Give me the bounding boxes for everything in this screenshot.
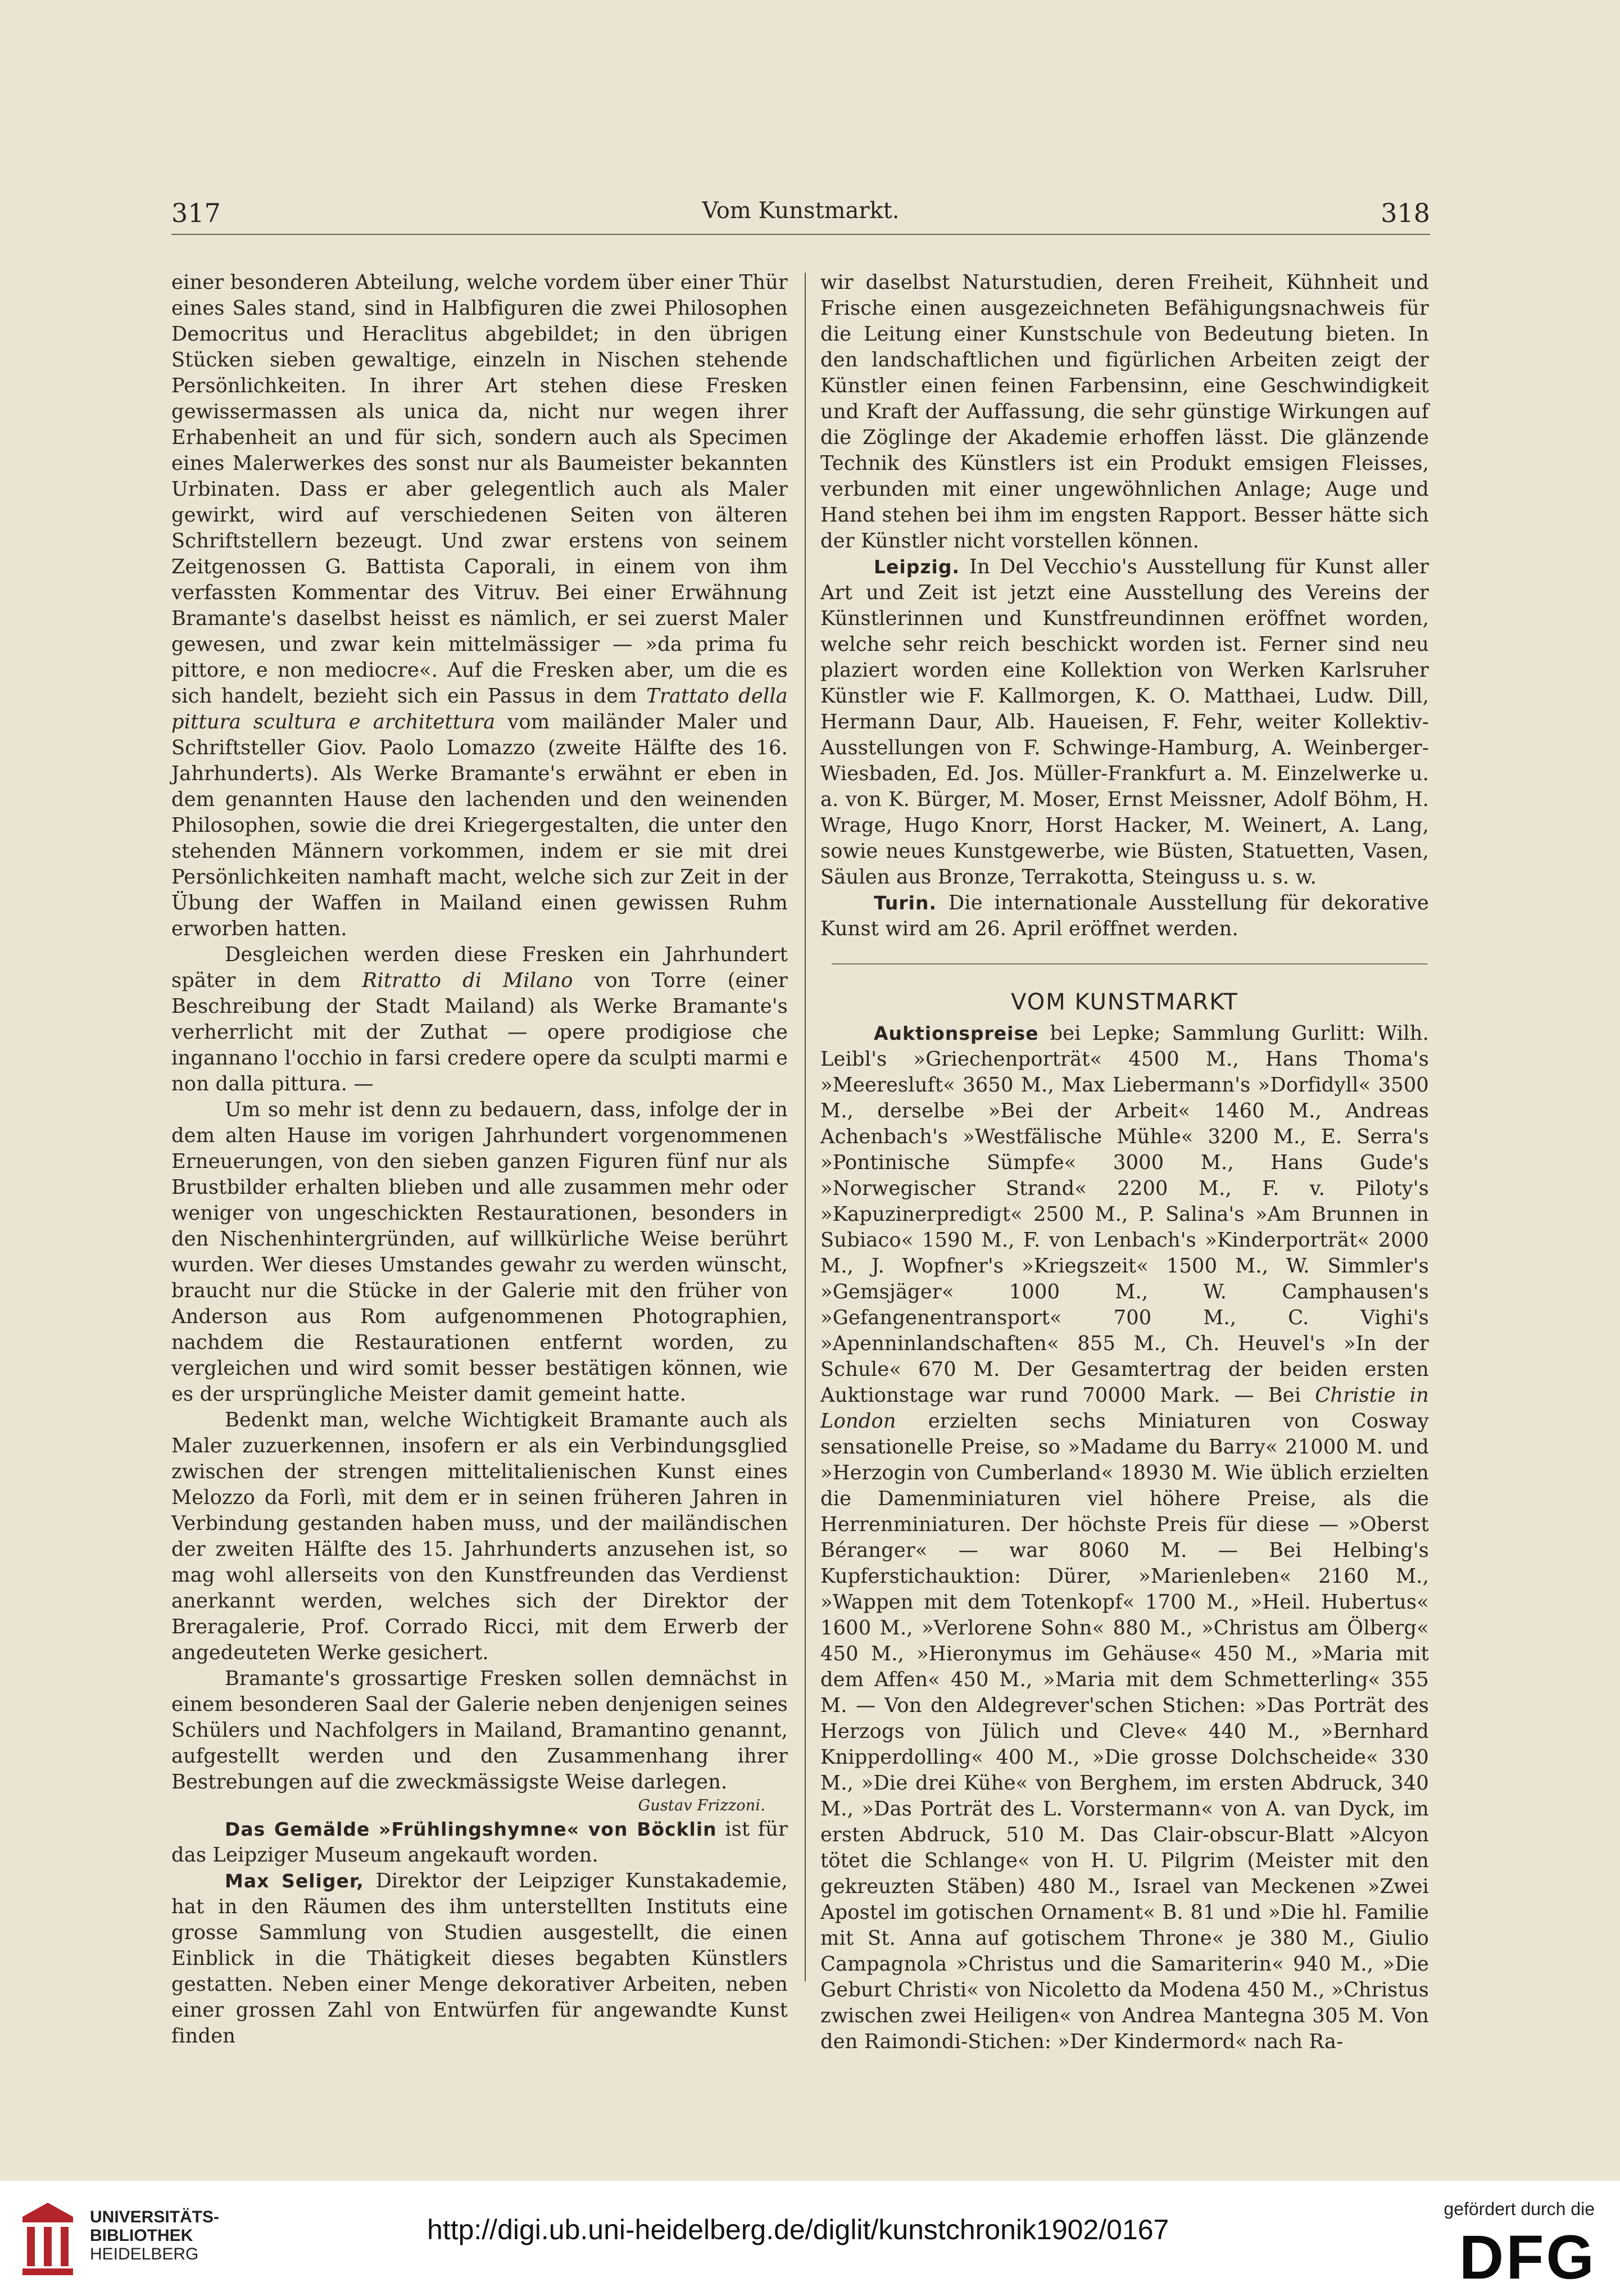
paragraph [171,942,788,1097]
section-rule [832,963,1427,964]
paragraph: Bramante's grossartige Fresken sollen demnächst in einem besonderen Saal der Galerie neben denjenigen seines Schülers und Nachfolgers in Mailand, Bramantino genannt, aufgestellt werden und den Zusammenhang ihrer Bestrebungen auf die zweckmässigste Weise darlegen. [171,1667,788,1794]
paragraph: Bedenkt man, welche Wichtigkeit Bramante auch als Maler zuzuerkennen, insofern er als ein Verbindungsglied zwischen der strengen mittelitalienischen Kunst eines Melozzo da Forlì, mit dem er in seinen früheren Jahren in Verbindung gestanden haben muss, und der mailändischen der zweiten Hälfte des 15. Jahrhunderts anzusehen ist, so mag wohl allerseits von den Kunstfreunden das Verdienst anerkannt werden, welches sich der Direktor der Breragalerie, Prof. Corrado Ricci, mit dem Erwerb der angedeuteten Werke gesichert. [171,1409,788,1664]
page-number-left: 317 [171,198,221,228]
news-item [171,1868,788,2049]
section-title: VOM KUNSTMARKT [1011,989,1238,1015]
paragraph-text: von Torre (einer Beschreibung der Stadt Mailand) als Werke Bramante's verherrlicht mit der Zuthat — opere prodigiose che ingannano l'occhio in farsi credere opere da sculpti marmi e non dalla pittura. — [171,969,788,1095]
paragraph-text: Direktor der Leipziger Kunstakademie, hat in den Räumen des ihm unterstellten Instituts eine grosse Sammlung von Studien ausgestellt, die einen Einblick in die Thätigkeit dieses begabten Künstlers gestatten. Neben einer Menge dekorativer Arbeiten, neben einer grossen Zahl von Entwürfen für angewandte Kunst finden [171,1869,788,2048]
paragraph [171,270,788,942]
news-lead: Leipzig. [874,556,960,578]
italic-title: Trattato della pittura scultura e architettura [171,685,788,733]
news-item [820,554,1429,890]
page-header [171,198,1430,237]
news-lead: Auktionspreise [874,1022,1039,1044]
paragraph-text: erzielten sechs Miniaturen von Cosway sensationelle Preise, so »Madame du Barry« 21000 M. und »Herzogin von Cumberland« 18930 M. Wie üblich erzielten die Damenminiaturen viel höhere Preise, als die Herrenminiaturen. Der höchste Preis für diese — »Oberst Béranger« — war 8060 M. — Bei Helbing's Kupferstichauktion: Dürer, »Marienleben« 2160 M., »Wappen mit dem Totenkopf« 1700 M., »Heil. Hubertus« 1600 M., »Verlorene Sohn« 880 M., »Christus am Ölberg« 450 M., »Hieronymus im Gehäuse« 450 M., »Maria mit dem Affen« 450 M., »Maria mit dem Schmetterling« 355 M. — Von den Aldegrever'schen Stichen: »Das Porträt des Herzogs von Jülich und Cleve« 440 M., »Bernhard Knipperdolling« 400 M., »Die grosse Dolchscheide« 330 M., »Die drei Kühe« von Berghem, im ersten Abdruck, 340 M., »Das Porträt des L. Vorstermann« von A. van Dyck, im ersten Abdruck, 510 M. Das Clair-obscur-Blatt »Alcyon tötet die Schlange« von H. U. Pilgrim (Meister mit den gekreuzten Stäben) 480 M., Israel van Meckenen »Zwei Apostel im gotischen Ornament« B. 81 und »Die hl. Familie mit St. Anna auf gotischem Throne« je 380 M., Giulio Campagnola »Christus und die Samariterin« 940 M., »Die Geburt Christi« von Nicoletto da Modena 450 M., »Christus zwischen zwei Heiligen« von Andrea Mantegna 305 M. Von den Raimondi-Stichen: »Der Kindermord« nach Ra- [820,1410,1429,2053]
author-signature: Gustav Frizzoni. [638,1797,765,1814]
news-lead: Das Gemälde »Frühlingshymne« von Böcklin [225,1818,717,1840]
news-lead: Max Seliger, [225,1870,364,1892]
news-lead: Turin. [874,892,937,914]
italic-title: Ritratto di Milano [362,969,573,992]
news-item [820,1021,1429,2055]
paragraph: wir daselbst Naturstudien, deren Freiheit, Kühnheit und Frische einen ausgezeichneten Befähigungsnachweis für die Leitung einer Kunstschule von Bedeutung bieten. In den landschaftlichen und figürlichen Arbeiten zeigt der Künstler einen feinen Farbensinn, eine Geschwindigkeit und Kraft der Auffassung, die sehr günstige Wirkungen auf die Zöglinge der Akademie erhoffen lässt. Die glänzende Technik des Künstlers ist ein Produkt emsigen Fleisses, verbunden mit einer ungewöhnlichen Anlage; Auge und Hand stehen bei ihm im engsten Rapport. Besser hätte sich der Künstler nicht vorstellen können. [820,271,1429,553]
library-name-line: BIBLIOTHEK [90,2226,193,2245]
right-column [820,270,1429,2055]
funding-caption: gefördert durch die [1444,2199,1595,2219]
source-url-link[interactable]: http://digi.ub.uni-heidelberg.de/diglit/kunstchronik1902/0167 [427,2214,1169,2245]
paragraph-text: Desgleichen werden diese Fresken ein Jahrhundert später in dem [171,943,788,992]
paragraph: Um so mehr ist denn zu bedauern, dass, infolge der in dem alten Hause im vorigen Jahrhundert vorgenommenen Erneuerungen, von den sieben ganzen Figuren fünf nur als Brustbilder erhalten blieben und alle zusammen mehr oder weniger von ungeschickten Restaurationen, besonders in den Nischenhintergründen, auf willkürliche Weise berührt wurden. Wer dieses Umstandes gewahr zu werden wünscht, braucht nur die Stücke in der Galerie mit den früher von Anderson aus Rom aufgenommenen Photographien, nachdem die Restaurationen entfernt worden, zu vergleichen und wird somit besser bestätigen können, wie es der ursprüngliche Meister damit gemeint hatte. [171,1098,788,1406]
paragraph-text: vom mailänder Maler und Schriftsteller Giov. Paolo Lomazzo (zweite Hälfte des 16. Jahrhunderts). Als Werke Bramante's erwähnt er eben in dem genannten Hause den lachenden und den weinenden Philosophen, sowie die drei Kriegergestalten, die unter den stehenden Männern vorkommen, indem er sie mit drei Persönlichkeiten namhaft macht, welche sich zur Zeit in der Übung der Waffen in Mailand einen gewissen Ruhm erworben hatten. [171,710,788,940]
paragraph-text: einer besonderen Abteilung, welche vordem über einer Thür eines Sales stand, sind in Halbfiguren die zwei Philosophen Democritus und Heraclitus abgebildet; in den übrigen Stücken sieben gewaltige, einzeln in Nischen stehende Persönlichkeiten. In ihrer Art stehen diese Fresken gewissermassen als unica da, nicht nur wegen ihrer Erhabenheit an und für sich, sondern auch als Specimen eines Malerwerkes des sonst nur als Baumeister bekannten Urbinaten. Dass er aber gelegentlich auch als Maler gewirkt, wird auf verschiedenen Seiten von älteren Schriftstellern bezeugt. Und zwar erstens von seinem Zeitgenossen G. Battista Caporali, in einem von ihm verfassten Kommentar des Vitruv. Bei einer Erwähnung Bramante's daselbst heisst es nämlich, er sei zuerst Maler gewesen, und zwar kein mittelmässiger — »da prima fu pittore, e non mediocre«. Auf die Fresken aber, um die es sich handelt, bezieht sich ein Passus in dem [171,271,788,708]
news-item [171,1817,788,1868]
page-number-right: 318 [1381,198,1430,228]
news-item [820,890,1429,942]
dfg-logo: DFG [1459,2223,1596,2292]
library-name-line: HEIDELBERG [90,2245,199,2263]
library-name-line: UNIVERSITÄTS- [90,2208,220,2226]
paragraph-text: bei Lepke; Sammlung Gurlitt: Wilh. Leibl's »Griechenporträt« 4500 M., Hans Thoma's »Meeresluft« 3650 M., Max Liebermann's »Dorfidyll« 3500 M., derselbe »Bei der Arbeit« 1460 M., Andreas Achenbach's »Westfälische Mühle« 3200 M., E. Serra's »Pontinische Sümpfe« 3000 M., Hans Gude's »Norwegischer Strand« 2200 M., F. v. Piloty's »Kapuzinerpredigt« 2500 M., P. Salina's »Am Brunnen in Subiaco« 1590 M., F. von Lenbach's »Kinderporträt« 2000 M., J. Wopfner's »Kriegszeit« 1500 M., W. Simmler's »Gemsjäger« 1000 M., W. Camphausen's »Gefangenentransport« 700 M., C. Vighi's »Apenninlandschaften« 855 M., Ch. Heuvel's »In der Schule« 670 M. Der Gesamtertrag der beiden ersten Auktionstage war rund 70000 Mark. — Bei [820,1022,1429,1407]
running-title: Vom Kunstmarkt. [702,198,900,224]
header-rule [171,234,1430,235]
footer-bar [0,2181,1620,2296]
library-logo-icon [17,2200,79,2279]
paragraph-text: In Del Vecchio's Ausstellung für Kunst aller Art und Zeit ist jetzt eine Ausstellung des Vereins der Künstlerinnen und Kunstfreundinnen eröffnet worden, welche sehr reich beschickt worden ist. Ferner sind neu plaziert worden eine Kollektion von Werken Karlsruher Künstler wie F. Kallmorgen, K. O. Matthaei, Ludw. Dill, Hermann Daur, Alb. Haueisen, F. Fehr, weiter Kollektiv-Ausstellungen von F. Schwinge-Hamburg, A. Weinberger-Wiesbaden, Ed. Jos. Müller-Frankfurt a. M. Einzelwerke u. a. von K. Bürger, M. Moser, Ernst Meissner, Adolf Böhm, H. Wrage, Hugo Knorr, Horst Hacker, M. Weinert, A. Lang, sowie neues Kunstgewerbe, wie Büsten, Statuetten, Vasen, Säulen aus Bronze, Terrakotta, Steinguss u. s. w. [820,555,1429,889]
paragraph-text: Die internationale Ausstellung für dekorative Kunst wird am 26. April eröffnet werden. [820,891,1430,940]
library-name [90,2208,219,2263]
paragraph-text: ist für das Leipziger Museum angekauft worden. [171,1818,788,1867]
italic-title: Christie in London [820,1384,1429,1433]
left-column [171,270,788,2049]
column-divider [805,273,806,1981]
